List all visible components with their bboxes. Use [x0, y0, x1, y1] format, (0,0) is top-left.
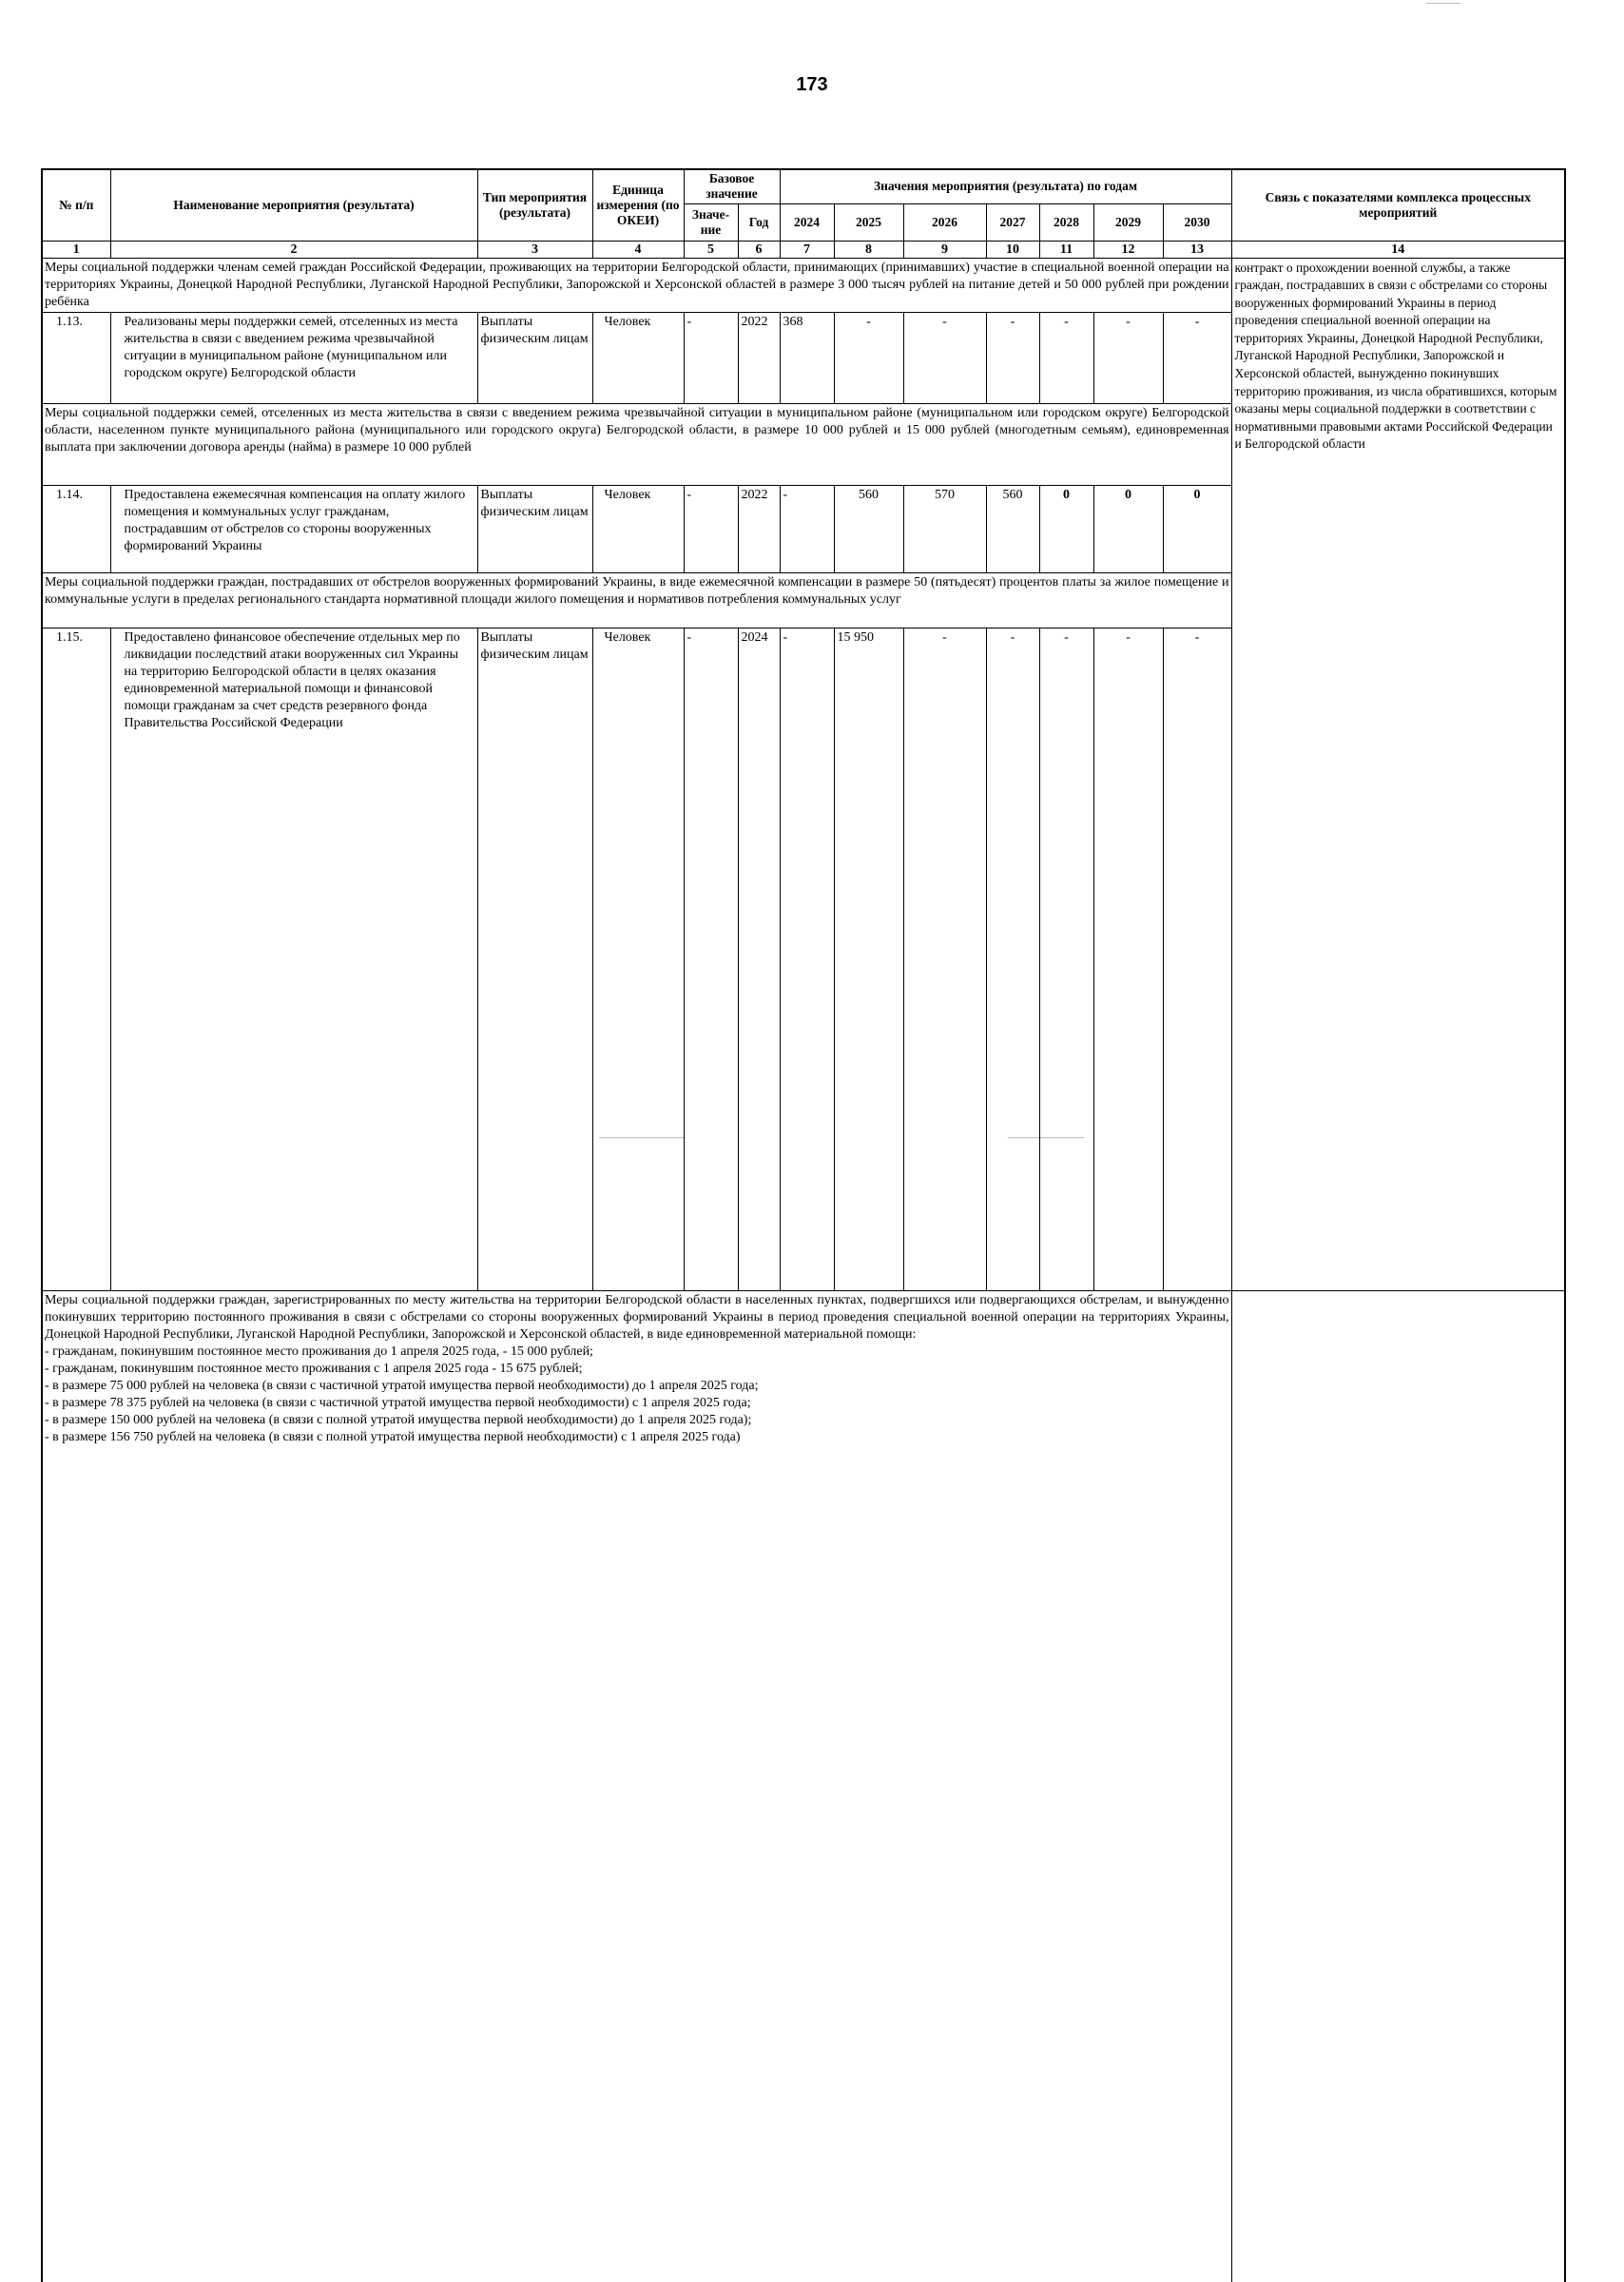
- row-type: Выплаты физическим лицам: [477, 628, 592, 1290]
- header-year-2027: 2027: [986, 203, 1039, 241]
- row-base-year: 2024: [738, 628, 780, 1290]
- header-unit: Единица измерения (по ОКЕИ): [592, 169, 684, 241]
- row-num: 1.13.: [42, 312, 110, 403]
- row-value-2025: 560: [834, 485, 903, 572]
- column-number: 14: [1231, 241, 1565, 258]
- header-values-by-year: Значения мероприятия (результата) по годам: [780, 169, 1231, 203]
- note-bullet: - гражданам, покинувшим постоянное место проживания до 1 апреля 2025 года, - 15 000 рублей;: [45, 1344, 593, 1359]
- activities-table: [41, 168, 1566, 2282]
- header-name: Наименование мероприятия (результата): [110, 169, 477, 241]
- row-unit: Человек: [592, 485, 684, 572]
- note-bullet: - в размере 156 750 рублей на человека (в связи с полной утратой имущества первой необходимости) с 1 апреля 2025 года): [45, 1429, 741, 1444]
- row-value-2027: -: [986, 312, 1039, 403]
- header-row-1: [42, 169, 1565, 203]
- column-numbers-row: [42, 241, 1565, 258]
- row-value-2029: -: [1093, 312, 1163, 403]
- row-note: Меры социальной поддержки граждан, зарегистрированных по месту жительства на территории Белгородской области в населенных пунктах, подвергшихся или подвергающихся обстрелам, и вынужденно покинувших территорию постоянного проживания в связи с обстрелами со стороны вооруженных формирований Украины в период проведения специальной военной операции на территориях Украины, Донецкой Народной Республики, Луганской Народной Республики, Запорожской и Херсонской областей, в виде единовременной материальной помощи:: [45, 1292, 1229, 1342]
- row-unit: Человек: [592, 312, 684, 403]
- row-value-2024: -: [780, 628, 834, 1290]
- header-base: Базовое значение: [684, 169, 780, 203]
- row-value-2028: -: [1039, 628, 1093, 1290]
- note-row: [42, 1290, 1565, 2282]
- header-num: № п/п: [42, 169, 110, 241]
- row-value-2028: -: [1039, 312, 1093, 403]
- row-value-2027: -: [986, 628, 1039, 1290]
- header-year-2030: 2030: [1163, 203, 1231, 241]
- column-number: 11: [1039, 241, 1093, 258]
- header-year-2025: 2025: [834, 203, 903, 241]
- row-value-2030: 0: [1163, 485, 1231, 572]
- header-type: Тип мероприятия (результата): [477, 169, 592, 241]
- column-number: 8: [834, 241, 903, 258]
- header-link: Связь с показателями комплекса процессных мероприятий: [1231, 169, 1565, 241]
- row-value-2030: -: [1163, 628, 1231, 1290]
- column-number: 2: [110, 241, 477, 258]
- header-year-2026: 2026: [903, 203, 986, 241]
- scan-mark-top: [1426, 3, 1460, 4]
- row-base-year: 2022: [738, 312, 780, 403]
- row-value-2026: -: [903, 628, 986, 1290]
- header-year-2029: 2029: [1093, 203, 1163, 241]
- row-name: Предоставлена ежемесячная компенсация на оплату жилого помещения и коммунальных услуг гражданам, пострадавшим от обстрелов со стороны вооруженных формирований Украины: [110, 485, 477, 572]
- row-value-2026: 570: [903, 485, 986, 572]
- header-base-value: Значе- ние: [684, 203, 738, 241]
- row-num: 1.15.: [42, 628, 110, 1290]
- row-note-cell: [42, 1290, 1231, 2282]
- row-value-2025: -: [834, 312, 903, 403]
- header-base-year: Год: [738, 203, 780, 241]
- row-value-2029: -: [1093, 628, 1163, 1290]
- row-base-value: -: [684, 485, 738, 572]
- page-number: 173: [796, 74, 828, 95]
- column-number: 4: [592, 241, 684, 258]
- column-number: 7: [780, 241, 834, 258]
- row-value-2028: 0: [1039, 485, 1093, 572]
- row-type: Выплаты физическим лицам: [477, 485, 592, 572]
- column-number: 13: [1163, 241, 1231, 258]
- header-year-2028: 2028: [1039, 203, 1093, 241]
- note-bullet: - гражданам, покинувшим постоянное место проживания с 1 апреля 2025 года - 15 675 рублей;: [45, 1361, 583, 1376]
- row-value-2030: -: [1163, 312, 1231, 403]
- row-base-year: 2022: [738, 485, 780, 572]
- column-number: 1: [42, 241, 110, 258]
- row-base-value: -: [684, 628, 738, 1290]
- intro-note: Меры социальной поддержки членам семей граждан Российской Федерации, проживающих на территории Белгородской области, принимающих (принимавших) участие в специальной военной операции на территориях Украины, Донецкой Народной Республики, Луганской Народной Республики, Запорожской и Херсонской областей в размере 3 000 тысяч рублей на питание детей и 50 000 рублей при рождении ребёнка: [42, 258, 1231, 312]
- column-number: 6: [738, 241, 780, 258]
- row-note: Меры социальной поддержки семей, отселенных из места жительства в связи с введением режима чрезвычайной ситуации в муниципальном районе (муниципальном или городском округе) Белгородской области, населенном пункте муниципального района (муниципального или городского округа) Белгородской области, в размере 10 000 рублей и 15 000 рублей (многодетным семьям), единовременная выплата при заключении договора аренды (найма) в размере 10 000 рублей: [42, 403, 1231, 485]
- note-bullet: - в размере 75 000 рублей на человека (в связи с частичной утратой имущества первой необходимости) до 1 апреля 2025 года;: [45, 1378, 759, 1393]
- row-value-2025: 15 950: [834, 628, 903, 1290]
- column-number: 3: [477, 241, 592, 258]
- row-base-value: -: [684, 312, 738, 403]
- header-year-2024: 2024: [780, 203, 834, 241]
- row-value-2024: 368: [780, 312, 834, 403]
- column-number: 10: [986, 241, 1039, 258]
- row-note: Меры социальной поддержки граждан, пострадавших от обстрелов вооруженных формирований Украины, в виде ежемесячной компенсации в размере 50 (пятьдесят) процентов платы за жилое помещение и коммунальные услуги в пределах регионального стандарта нормативной площади жилого помещения и нормативов потребления коммунальных услуг: [42, 572, 1231, 628]
- row-value-2027: 560: [986, 485, 1039, 572]
- intro-note-row: [42, 258, 1565, 312]
- note-bullet: - в размере 150 000 рублей на человека (в связи с полной утратой имущества первой необходимости) до 1 апреля 2025 года);: [45, 1412, 752, 1427]
- note-bullet: - в размере 78 375 рублей на человека (в связи с частичной утратой имущества первой необходимости) с 1 апреля 2025 года;: [45, 1395, 751, 1410]
- column-number: 5: [684, 241, 738, 258]
- row-value-2026: -: [903, 312, 986, 403]
- note-bullet-list: [45, 1344, 1229, 1446]
- row-unit: Человек: [592, 628, 684, 1290]
- row-value-2029: 0: [1093, 485, 1163, 572]
- column-number: 9: [903, 241, 986, 258]
- row-name: Реализованы меры поддержки семей, отселенных из места жительства в связи с введением режима чрезвычайной ситуации в муниципальном районе (муниципальном или городском округе) Белгородской области: [110, 312, 477, 403]
- column-number: 12: [1093, 241, 1163, 258]
- row-type: Выплаты физическим лицам: [477, 312, 592, 403]
- link-first: контракт о прохождении военной службы, а также граждан, пострадавших в связи с обстрелами со стороны вооруженных формирований Украины в период проведения специальной военной операции на территориях Украины, Донецкой Народной Республики, Луганской Народной Республики, Запорожской и Херсонской областей, вынужденно покинувших территорию проживания, из числа обратившихся, которым оказаны меры социальной поддержки в соответствии с нормативными правовыми актами Российской Федерации и Белгородской области: [1231, 258, 1565, 1290]
- row-num: 1.14.: [42, 485, 110, 572]
- row-name: Предоставлено финансовое обеспечение отдельных мер по ликвидации последствий атаки вооруженных сил Украины на территорию Белгородской области в целях оказания единовременной материальной помощи и финансовой помощи гражданам за счет средств резервного фонда Правительства Российской Федерации: [110, 628, 477, 1290]
- row-value-2024: -: [780, 485, 834, 572]
